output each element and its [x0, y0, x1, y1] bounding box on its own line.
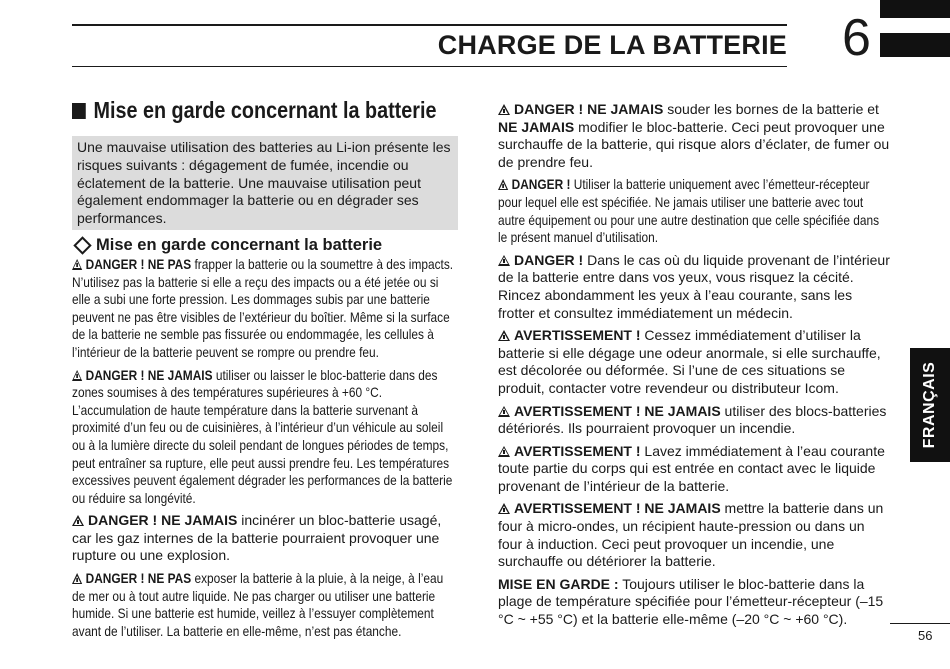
warning-triangle-icon	[498, 330, 510, 341]
warning-paragraph	[498, 252, 890, 322]
warning-triangle-icon	[498, 446, 510, 457]
header-rule-bottom	[72, 66, 787, 67]
warning-paragraph	[72, 512, 458, 565]
warning-keyword: AVERTISSEMENT ! NE JAMAIS	[514, 402, 721, 419]
warning-keyword: DANGER ! NE JAMAIS	[88, 512, 238, 529]
warning-triangle-icon	[498, 179, 508, 190]
warning-keyword: DANGER ! NE PAS	[85, 255, 192, 272]
square-bullet-icon	[72, 103, 86, 119]
warning-triangle-icon	[72, 370, 82, 381]
warning-keyword: AVERTISSEMENT !	[514, 442, 641, 459]
section-title-text: Mise en garde concernant la batterie	[93, 97, 437, 123]
warning-triangle-icon	[498, 255, 510, 266]
warning-keyword: DANGER ! NE PAS	[85, 570, 192, 587]
subsection-title-text: Mise en garde concernant la batterie	[96, 235, 383, 254]
warning-text: frapper la batterie ou la soumettre à des impacts. N’utilisez pas la batterie si elle a reçu des impacts ou a été jetée ou si elle a subi une forte pression. Les dommages subis par une batterie peuvent ne pas être visibles de l’extérieur du boîtier. Même si la surface de la batterie ne semble pas fissurée ou endommagée, les cellules à l’intérieur de la batterie peuvent se rompre ou prendre feu.	[72, 255, 454, 360]
warning-text: Cessez immédiatement d’utiliser la batterie si elle dégage une odeur anormale, si elle surchauffe, est décolorée ou déformée. Si l’une de ces situations se produit, contacter votre revendeur ou distributeur Icom.	[498, 327, 881, 396]
warning-keyword: DANGER !	[514, 251, 584, 268]
chapter-tab-bar-top	[880, 0, 950, 18]
caution-paragraph	[498, 576, 890, 629]
warning-keyword: DANGER ! NE JAMAIS	[514, 101, 664, 117]
warning-text: incinérer un bloc-batterie usagé, car les gaz internes de la batterie pourraient provoquer une rupture ou une explosion.	[72, 512, 442, 564]
warning-text-continued: modifier le bloc-batterie. Ceci peut provoquer une surchauffe de la batterie, qui risque alors d’éclater, de fumer ou de prendre feu.	[498, 118, 890, 170]
warning-triangle-icon	[498, 406, 510, 417]
warning-triangle-icon	[498, 503, 510, 514]
warning-paragraph	[498, 403, 890, 438]
warning-keyword: DANGER ! NE JAMAIS	[85, 366, 213, 383]
warning-text: utiliser des blocs-batteries détériorés. Ils pourraient provoquer un incendie.	[498, 402, 887, 437]
warning-paragraph	[72, 256, 459, 362]
diamond-bullet-icon	[73, 236, 91, 254]
warning-text: exposer la batterie à la pluie, à la neige, à l’eau de mer ou à tout autre liquide. Ne pas charger ou utiliser une batterie humide. Si une batterie est humide, veillez à l’essuyer complètement avant de l’utiliser. La batterie en elle-même, n’est pas étanche.	[72, 570, 444, 639]
right-column	[498, 101, 890, 634]
warning-triangle-icon	[72, 573, 82, 584]
chapter-tab-bar-bottom	[880, 33, 950, 57]
language-label: FRANÇAIS	[921, 361, 938, 449]
warning-paragraph	[498, 500, 890, 570]
page-number: 56	[918, 628, 933, 643]
warning-paragraph	[72, 367, 459, 508]
warning-text: Dans le cas où du liquide provenant de l’intérieur de la batterie entre dans vos yeux, vous risquez la cécité. Rincez abondamment les yeux à l’eau courante, sans les frotter et consultez immédiatement un médecin.	[498, 251, 890, 321]
caution-keyword: MISE EN GARDE :	[498, 575, 619, 592]
warning-triangle-icon	[498, 104, 510, 115]
warning-text: mettre la batterie dans un four à micro-ondes, un récipient haute-pression ou dans un four à induction. Ceci peut provoquer un incendie, une surchauffe ou détériorer la batterie.	[498, 500, 884, 570]
chapter-title: CHARGE DE LA BATTERIE	[437, 30, 787, 60]
language-side-tab	[910, 348, 950, 462]
left-column	[72, 97, 458, 645]
warning-triangle-icon	[72, 259, 82, 270]
intro-box: Une mauvaise utilisation des batteries au Li-ion présente les risques suivants : dégagement de fumée, incendie ou éclatement de la batterie. Une mauvaise utilisation peut également endommager la batterie ou en dégrader ses performances.	[72, 136, 458, 230]
warning-paragraph	[498, 443, 890, 496]
section-title	[72, 97, 437, 124]
warning-paragraph	[72, 570, 459, 640]
warning-keyword-secondary: NE JAMAIS	[498, 118, 575, 135]
subsection-title	[72, 236, 458, 255]
warning-text: Utiliser la batterie uniquement avec l’émetteur-récepteur pour lequel elle est spécifiée. Ne jamais utiliser une batterie avec tout autre équipement ou pour une autre destination que celle spécifiée dans le présent manuel d’utilisation.	[498, 176, 880, 246]
warning-text: souder les bornes de la batterie et	[663, 101, 879, 117]
warning-keyword: AVERTISSEMENT ! NE JAMAIS	[514, 500, 721, 517]
chapter-number: 6	[842, 9, 871, 67]
warning-keyword: DANGER !	[511, 176, 571, 193]
warning-triangle-icon	[72, 515, 84, 526]
warning-keyword: AVERTISSEMENT !	[514, 327, 641, 344]
warning-paragraph	[498, 327, 890, 397]
caution-text: Toujours utiliser le bloc-batterie dans la plage de température spécifiée pour l’émetteur-récepteur (–15 °C ~ +55 °C) et la batterie elle-même (–20 °C ~ +60 °C).	[498, 575, 884, 628]
warning-text: Lavez immédiatement à l’eau courante toute partie du corps qui est entrée en contact avec le liquide provenant de l’intérieur de la batterie.	[498, 442, 885, 494]
warning-paragraph	[498, 176, 891, 246]
footer-rule	[890, 623, 950, 624]
warning-text: utiliser ou laisser le bloc-batterie dans des zones soumises à des températures supérieures à +60 °C. L’accumulation de haute température dans la batterie survenant à proximité d’un feu ou de cuisinières, à l’intérieur d’un véhicule au soleil ou à la lumière directe du soleil pendant de longues périodes de temps, peut entraîner sa rupture, elle peut aussi prendre feu. Les températures excessives peuvent également dégrader les performances de la batterie ou réduire sa longévité.	[72, 366, 453, 506]
warning-paragraph	[498, 101, 890, 171]
header-rule-top	[72, 24, 787, 26]
